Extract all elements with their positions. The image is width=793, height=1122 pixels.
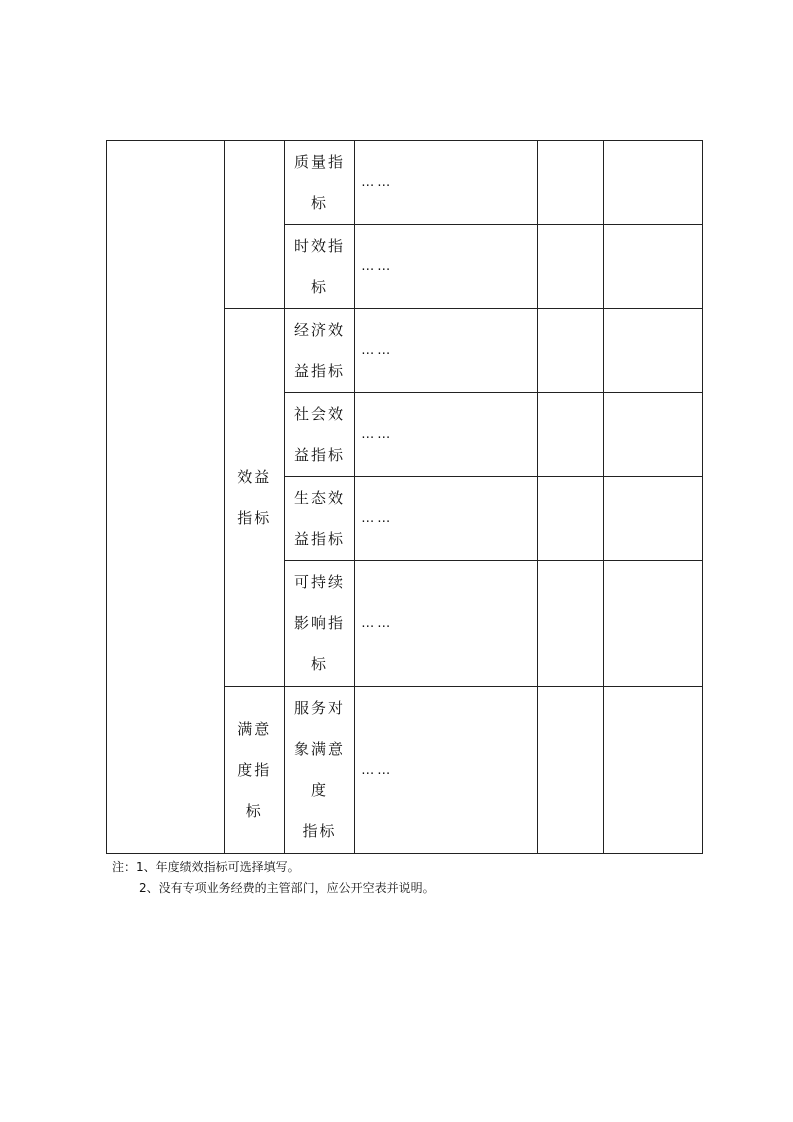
group-label-line: 度指 [237,760,272,779]
indicator-value-cell: …… [355,477,538,561]
empty-cell [604,561,703,687]
indicator-label-line: 益指标 [294,529,346,548]
indicator-label-line: 标 [311,655,329,673]
indicator-label-line: 标 [311,193,329,212]
empty-cell [604,141,703,225]
indicator-label-line: 服务对 [294,699,346,717]
group-label-line: 指标 [237,508,272,527]
indicator-label-line: 益指标 [294,361,346,380]
indicator-label-cell [284,309,354,393]
indicator-label-cell [284,477,354,561]
indicator-label-line: 可持续 [294,573,346,591]
footnote-line-1: 注：1、年度绩效指标可选择填写。 [112,860,300,874]
indicator-label-cell [284,561,354,687]
empty-cell [538,687,604,854]
indicator-label-line: 社会效 [294,404,346,423]
indicator-label-cell [284,687,354,854]
indicator-label-cell [284,225,354,309]
indicator-value-cell: …… [355,141,538,225]
table-row [107,141,703,225]
empty-cell [604,309,703,393]
output-group-cell [224,141,284,309]
indicator-label-line: 标 [311,277,329,296]
footnote-line-2: 2、没有专项业务经费的主管部门，应公开空表并说明。 [139,881,435,895]
empty-cell [538,561,604,687]
indicator-label-line: 生态效 [294,488,346,507]
indicator-value-cell: …… [355,687,538,854]
empty-cell [538,393,604,477]
indicator-label-cell [284,141,354,225]
indicator-label-line: 影响指 [294,614,346,632]
indicator-label-line: 指标 [302,822,337,840]
indicator-label-line: 象满意 [294,740,346,758]
empty-cell [604,225,703,309]
indicator-label-line: 经济效 [294,320,346,339]
empty-cell [604,393,703,477]
empty-cell [538,309,604,393]
indicator-value-cell: …… [355,561,538,687]
indicator-value-cell: …… [355,309,538,393]
empty-cell [604,477,703,561]
indicator-label-line: 质量指 [294,152,346,171]
satisfaction-group-cell [224,687,284,854]
empty-cell [538,141,604,225]
empty-cell [538,225,604,309]
indicator-value-cell: …… [355,225,538,309]
group-label-line: 满意 [237,719,272,738]
indicator-label-line: 度 [311,781,329,799]
group-label-line: 标 [245,801,263,820]
indicator-label-cell [284,393,354,477]
empty-cell [538,477,604,561]
performance-indicator-table [106,140,703,854]
group-label-line: 效益 [237,467,272,486]
indicator-label-line: 益指标 [294,445,346,464]
first-column-cell [107,141,225,854]
empty-cell [604,687,703,854]
benefit-group-cell [224,309,284,687]
indicator-value-cell: …… [355,393,538,477]
indicator-label-line: 时效指 [294,236,346,255]
